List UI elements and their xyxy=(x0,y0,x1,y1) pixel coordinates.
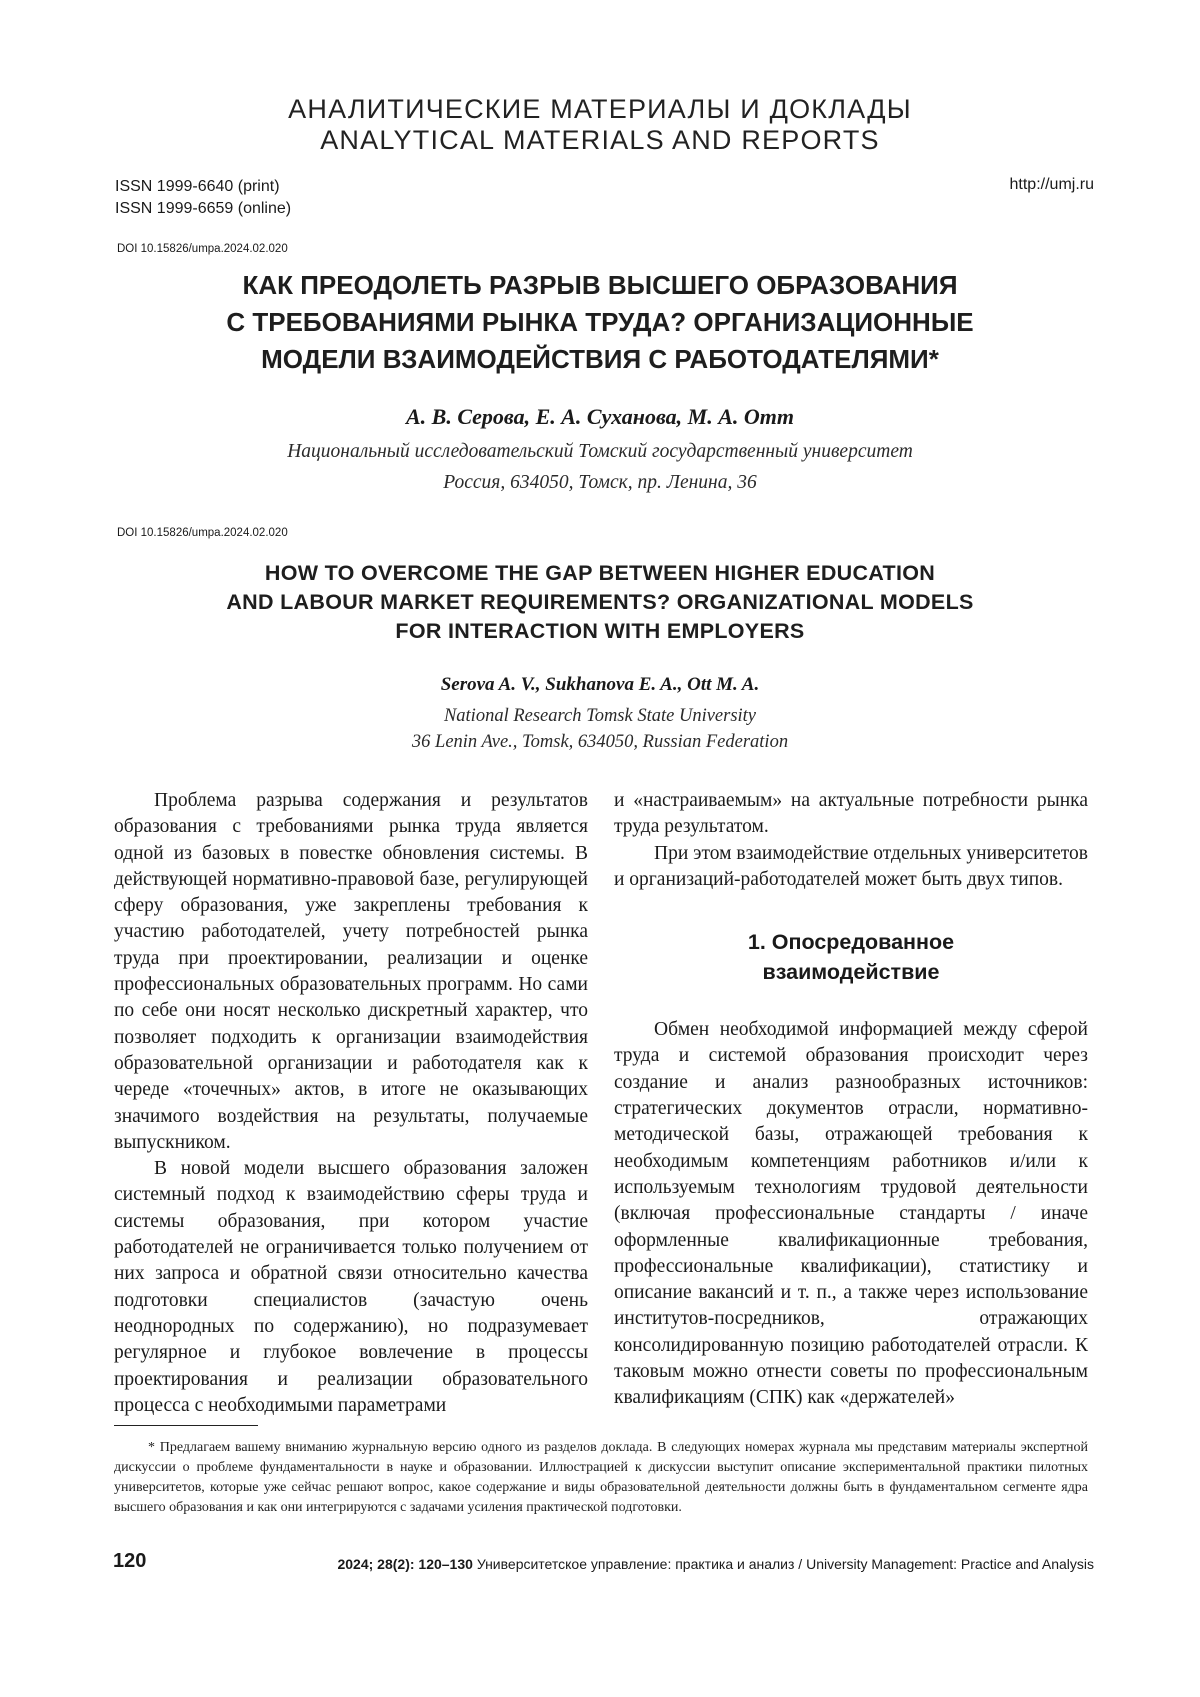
title-ru-line: КАК ПРЕОДОЛЕТЬ РАЗРЫВ ВЫСШЕГО ОБРАЗОВАНИЯ xyxy=(242,270,958,300)
body-paragraph: При этом взаимодействие отдельных университетов и организаций-работодателей может быть двух типов. xyxy=(614,842,1088,890)
body-paragraph: Проблема разрыва содержания и результатов образования с требованиями рынка труда является одной из базовых в повестке обновления системы. В действующей нормативно-правовой базе, регулирующей сферу образования, уже закреплены требования к участию работодателей, учету потребностей рынка труда при проектировании, реализации и оценке профессиональных образовательных программ. Но сами по себе они носят несколько дискретный характер, что позволяет подходить к организации взаимодействия образовательной организации и работодателя как к череде «точечных» актов, в итоге не оказывающих значимого воздействия на результаты, получаемые выпускником. xyxy=(114,790,588,1153)
affiliation-ru-line: Россия, 634050, Томск, пр. Ленина, 36 xyxy=(443,472,757,493)
footnote-text: * Предлагаем вашему вниманию журнальную версию одного из разделов доклада. В следующих номерах журнала мы представим материалы экспертной дискуссии о проблеме фундаментальности в науке и образовании. Иллюстрацией к дискуссии выступит описание экспериментальной практики пилотных университетов, которые уже сейчас решают вопрос, какое содержание и виды образовательной деятельности должны быть в фундаментальном сегменте ядра высшего образования и как они интегрируются с задачами усиления практической подготовки. xyxy=(114,1440,1088,1515)
title-en-line: AND LABOUR MARKET REQUIREMENTS? ORGANIZATIONAL MODELS xyxy=(226,590,974,614)
affiliation-en-line: National Research Tomsk State University xyxy=(443,706,757,726)
citation: 2024; 28(2): 120–130 xyxy=(337,1556,473,1572)
footnote-divider xyxy=(114,1425,258,1426)
affiliation-en-line: 36 Lenin Ave., Tomsk, 634050, Russian Federation xyxy=(411,732,789,752)
journal-name: Университетское управление: практика и анализ / University Management: Practice and Analysis xyxy=(476,1556,1094,1572)
section-subheading xyxy=(614,927,1088,987)
body-column-right xyxy=(614,788,1088,1412)
journal-website-link[interactable]: http://umj.ru xyxy=(1009,176,1094,193)
title-en-line: HOW TO OVERCOME THE GAP BETWEEN HIGHER EDUCATION xyxy=(264,561,936,585)
body-paragraph: Обмен необходимой информацией между сферой труда и системой образования происходит через создание и анализ разнообразных источников: стратегических документов отрасли, нормативно-методической базы, отражающей требования к необходимым компетенциям работников и/или к используемым технологиям трудовой деятельности (включая профессиональные стандарты / иначе оформленные квалификационные требования, профессиональные квалификации), статистику и описание вакансий и т. п., а также через использование институтов-посредников, отражающих консолидированную позицию работодателей отрасли. К таковым можно отнести советы по профессиональным квалификациям (СПК) как «держателей» xyxy=(614,1019,1088,1409)
running-footer xyxy=(337,1556,1094,1572)
article-title-en xyxy=(100,559,1100,646)
affiliation-en xyxy=(0,703,1200,755)
title-ru-line: С ТРЕБОВАНИЯМИ РЫНКА ТРУДА? ОРГАНИЗАЦИОННЫЕ xyxy=(226,307,974,337)
issn-online: ISSN 1999-6659 (online) xyxy=(115,200,292,217)
authors-ru: А. В. Серова, Е. А. Суханова, М. А. Отт xyxy=(405,404,795,429)
body-paragraph: В новой модели высшего образования заложен системный подход к взаимодействию сферы труда и системы образования, при котором участие работодателей не ограничивается только получением от них запроса и обратной связи относительно качества подготовки специалистов (зачастую очень неоднородных по содержанию), но подразумевает регулярное и глубокое вовлечение в процессы проектирования и реализации образовательного процесса с необходимыми параметрами xyxy=(114,1158,588,1416)
doi-en: DOI 10.15826/umpa.2024.02.020 xyxy=(117,527,288,539)
subheading-line: взаимодействие xyxy=(762,960,940,985)
doi-ru: DOI 10.15826/umpa.2024.02.020 xyxy=(117,243,288,255)
footnote xyxy=(114,1438,1088,1518)
page-number: 120 xyxy=(113,1550,147,1572)
article-title-ru xyxy=(100,267,1100,378)
body-paragraph-continuation: и «настраиваемым» на актуальные потребности рынка труда результатом. xyxy=(614,790,1088,838)
affiliation-ru-line: Национальный исследовательский Томский государственный университет xyxy=(287,441,913,462)
subheading-line: 1. Опосредованное xyxy=(747,930,955,955)
section-heading-en: ANALYTICAL MATERIALS AND REPORTS xyxy=(320,125,880,155)
body-column-left xyxy=(114,788,588,1419)
section-heading-ru: АНАЛИТИЧЕСКИЕ МАТЕРИАЛЫ И ДОКЛАДЫ xyxy=(288,94,912,124)
authors-en: Serova A. V., Sukhanova E. A., Ott M. A. xyxy=(440,674,760,695)
title-ru-line: МОДЕЛИ ВЗАИМОДЕЙСТВИЯ С РАБОТОДАТЕЛЯМИ* xyxy=(261,344,939,374)
affiliation-ru xyxy=(0,436,1200,498)
title-en-line: FOR INTERACTION WITH EMPLOYERS xyxy=(395,619,805,643)
issn-print: ISSN 1999-6640 (print) xyxy=(115,178,280,195)
